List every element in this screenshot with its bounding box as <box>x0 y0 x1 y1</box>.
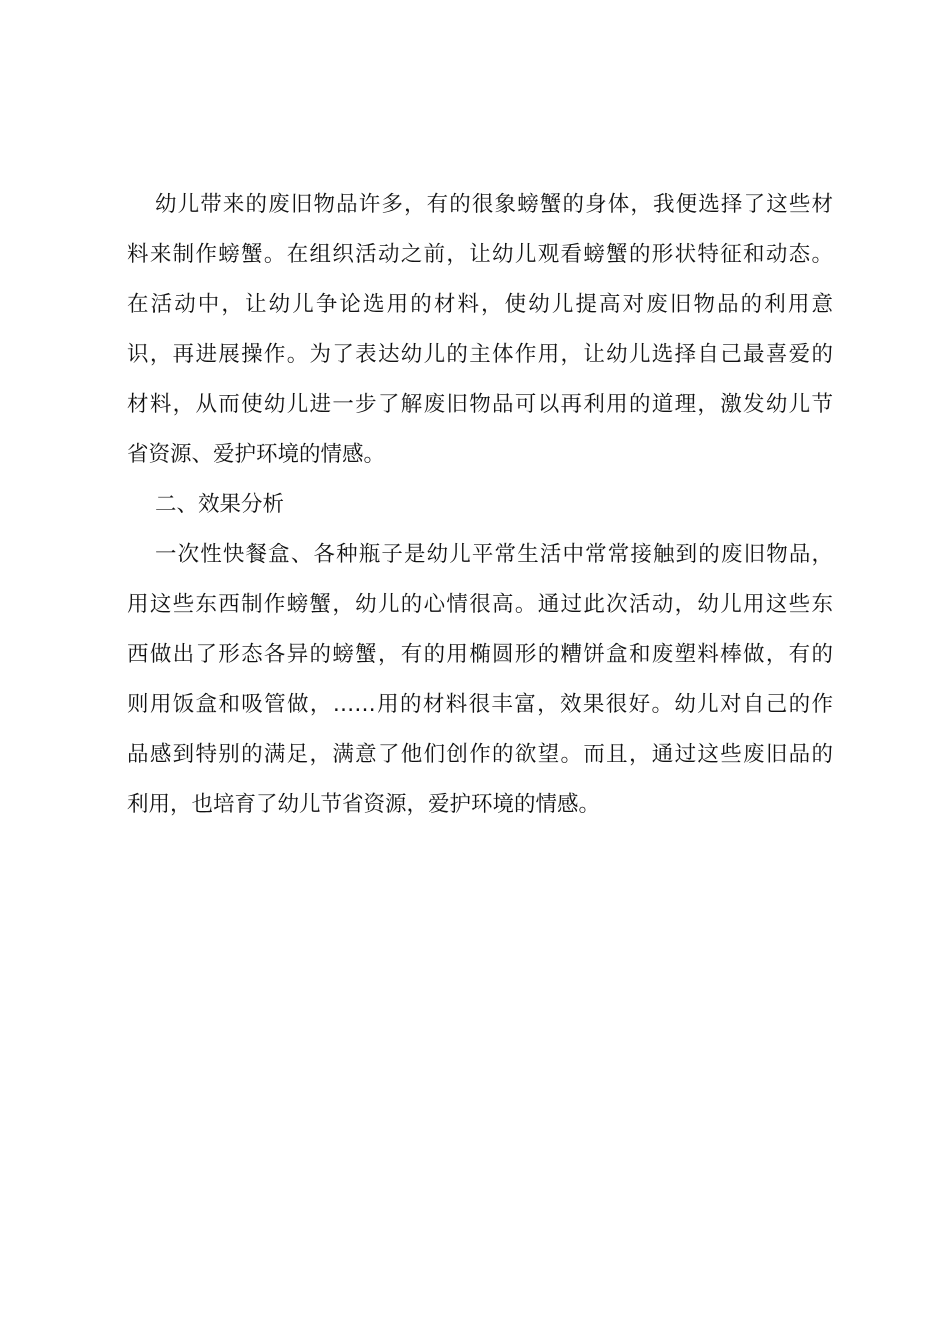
paragraph-line: 省资源、爱护环境的情感。 <box>127 442 386 467</box>
paragraph-line: 幼儿带来的废旧物品许多，有的很象螃蟹的身体，我便选择了这些材 <box>155 192 833 217</box>
paragraph-line: 用这些东西制作螃蟹，幼儿的心情很高。通过此次活动，幼儿用这些东 <box>127 592 833 617</box>
paragraph-crab-materials <box>127 180 833 480</box>
paragraph-effect-analysis <box>127 530 833 830</box>
paragraph-line: 西做出了形态各异的螃蟹，有的用椭圆形的糟饼盒和废塑料棒做，有的 <box>127 642 833 667</box>
paragraph-line: 料来制作螃蟹。在组织活动之前，让幼儿观看螃蟹的形状特征和动态。 <box>127 242 833 267</box>
paragraph-line: 则用饭盒和吸管做，……用的材料很丰富，效果很好。幼儿对自己的作 <box>127 692 833 717</box>
paragraph-line: 识，再进展操作。为了表达幼儿的主体作用，让幼儿选择自己最喜爱的 <box>127 342 833 367</box>
paragraph-line: 在活动中，让幼儿争论选用的材料，使幼儿提高对废旧物品的利用意 <box>127 292 833 317</box>
section-heading: 二、效果分析 <box>155 492 285 517</box>
paragraph-line: 利用，也培育了幼儿节省资源，爱护环境的情感。 <box>127 792 601 817</box>
paragraph-line: 品感到特别的满足，满意了他们创作的欲望。而且，通过这些废旧品的 <box>127 742 833 767</box>
paragraph-line: 一次性快餐盒、各种瓶子是幼儿平常生活中常常接触到的废旧物品， <box>155 542 833 567</box>
document-body <box>127 180 833 830</box>
paragraph-line: 材料，从而使幼儿进一步了解废旧物品可以再利用的道理，激发幼儿节 <box>127 392 833 417</box>
